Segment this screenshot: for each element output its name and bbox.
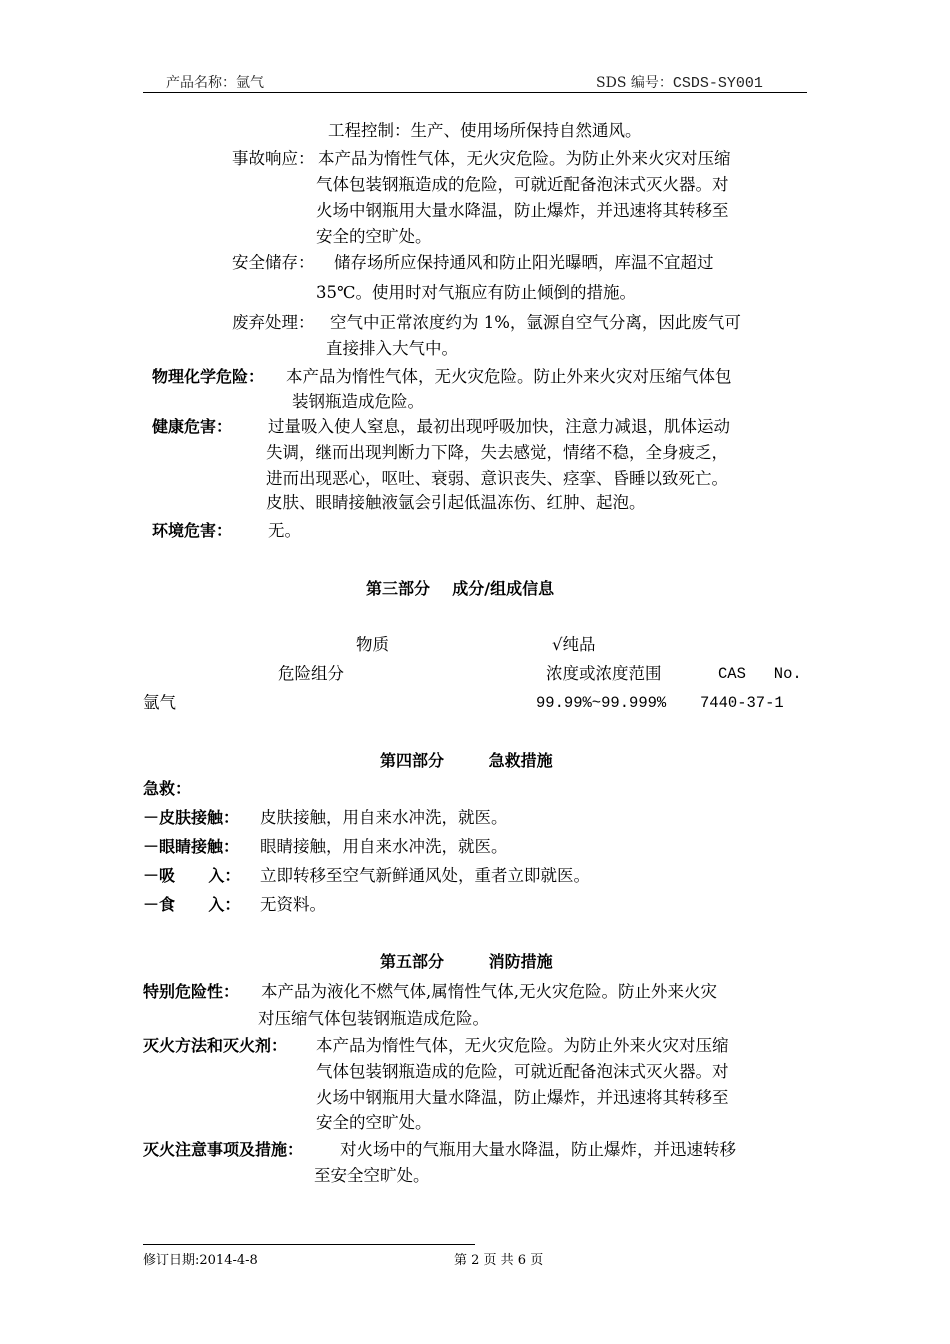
section4-title: 第四部分 急救措施 <box>380 751 553 770</box>
accident-line: 火场中钢瓶用大量水降温，防止爆炸，并迅速将其转移至 <box>316 201 729 220</box>
physchem-label: 物理化学危险： <box>152 367 265 386</box>
skin-contact-text: 皮肤接触，用自来水冲洗，就医。 <box>260 808 508 827</box>
health-line: 过量吸入使人窒息，最初出现呼吸加快，注意力减退，肌体运动 <box>268 417 730 436</box>
storage-line: 储存场所应保持通风和防止阳光曝晒，库温不宜超过 <box>334 253 714 272</box>
inhalation-label: －吸 入： <box>143 866 241 885</box>
skin-contact-label: －皮肤接触： <box>143 808 240 827</box>
health-label: 健康危害： <box>152 417 233 436</box>
special-hazard-line: 本产品为液化不燃气体,属惰性气体,无火灾危险。防止外来火灾 <box>261 982 717 1001</box>
substance-label: 物质 <box>356 635 389 654</box>
component-name: 氩气 <box>143 693 176 712</box>
physchem-line: 装钢瓶造成危险。 <box>292 392 424 411</box>
special-hazard-line: 对压缩气体包装钢瓶造成危险。 <box>258 1009 489 1028</box>
special-hazard-label: 特别危险性： <box>143 982 240 1001</box>
footer-page-number: 第 2 页 共 6 页 <box>454 1253 544 1268</box>
health-line: 皮肤、眼睛接触液氩会引起低温冻伤、红肿、起泡。 <box>266 493 646 512</box>
accident-line: 气体包装钢瓶造成的危险，可就近配备泡沫式灭火器。对 <box>316 175 729 194</box>
extinguish-notes-line: 至安全空旷处。 <box>314 1166 430 1185</box>
header-sds-code: CSDS-SY001 <box>672 75 763 92</box>
engineering-control: 工程控制：生产、使用场所保持自然通风。 <box>328 121 642 140</box>
health-line: 进而出现恶心，呕吐、衰弱、意识丧失、痉挛、昏睡以致死亡。 <box>266 469 728 488</box>
section5-title: 第五部分 消防措施 <box>380 952 553 971</box>
disposal-label: 废弃处理： <box>232 313 315 332</box>
concentration-label: 浓度或浓度范围 <box>546 664 662 683</box>
hazard-component-label: 危险组分 <box>278 664 344 683</box>
physchem-line: 本产品为惰性气体，无火灾危险。防止外来火灾对压缩气体包 <box>286 367 732 386</box>
eye-contact-text: 眼睛接触，用自来水冲洗，就医。 <box>260 837 508 856</box>
extinguish-notes-label: 灭火注意事项及措施： <box>143 1140 304 1159</box>
header-sds-number <box>596 72 763 92</box>
env-label: 环境危害： <box>152 521 233 540</box>
disposal-line: 空气中正常浓度约为 1%，氩源自空气分离，因此废气可 <box>330 313 741 332</box>
component-concentration: 99.99%~99.999% <box>536 694 667 712</box>
extinguish-method-line: 安全的空旷处。 <box>316 1113 432 1132</box>
section3-title: 第三部分 成分/组成信息 <box>366 579 555 598</box>
extinguish-method-label: 灭火方法和灭火剂： <box>143 1036 288 1055</box>
ingestion-text: 无资料。 <box>260 895 326 914</box>
extinguish-method-line: 气体包装钢瓶造成的危险，可就近配备泡沫式灭火器。对 <box>316 1062 729 1081</box>
health-line: 失调，继而出现判断力下降，失去感觉，情绪不稳，全身疲乏， <box>266 443 728 462</box>
accident-line: 安全的空旷处。 <box>316 227 432 246</box>
cas-label: CAS No. <box>718 665 802 683</box>
footer-revision-date: 修订日期:2014-4-8 <box>143 1253 258 1268</box>
component-cas: 7440-37-1 <box>700 694 784 712</box>
extinguish-method-line: 火场中钢瓶用大量水降温，防止爆炸，并迅速将其转移至 <box>316 1088 729 1107</box>
first-aid-label: 急救： <box>143 779 192 798</box>
pure-label: √纯品 <box>552 635 596 654</box>
header-product-name: 产品名称：氩气 <box>166 75 264 91</box>
ingestion-label: －食 入： <box>143 895 241 914</box>
footer-rule <box>143 1244 475 1245</box>
eye-contact-label: －眼睛接触： <box>143 837 240 856</box>
env-value: 无。 <box>268 521 301 540</box>
storage-line: 35℃。使用时对气瓶应有防止倾倒的措施。 <box>316 283 636 302</box>
extinguish-method-line: 本产品为惰性气体，无火灾危险。为防止外来火灾对压缩 <box>316 1036 729 1055</box>
disposal-line: 直接排入大气中。 <box>326 339 458 358</box>
header-rule <box>143 92 807 93</box>
storage-label: 安全储存： <box>232 253 315 272</box>
extinguish-notes-line: 对火场中的气瓶用大量水降温，防止爆炸，并迅速转移 <box>340 1140 736 1159</box>
header-sds-label: SDS 编号： <box>596 75 673 91</box>
accident-line: 本产品为惰性气体，无火灾危险。为防止外来火灾对压缩 <box>318 149 731 168</box>
accident-label: 事故响应： <box>232 149 315 168</box>
inhalation-text: 立即转移至空气新鲜通风处，重者立即就医。 <box>260 866 590 885</box>
